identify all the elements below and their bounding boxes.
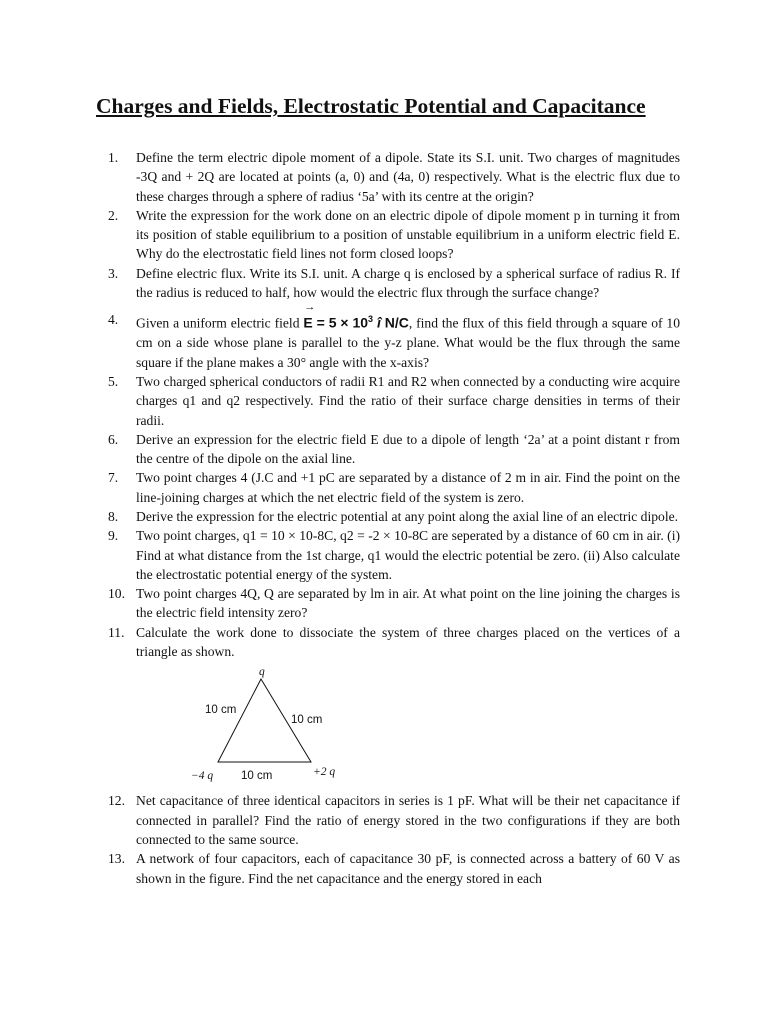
question-9 <box>108 526 680 584</box>
question-3 <box>108 264 680 303</box>
question-text: Derive the expression for the electric potential at any point along the axial line of an electric dipole. <box>136 509 679 524</box>
question-number: 9. <box>108 528 119 544</box>
question-text: A network of four capacitors, each of capacitance 30 pF, is connected across a battery of 60 V as shown in the figure. Find the net capacitance and the energy stored in each <box>136 851 680 886</box>
question-11 <box>108 623 680 662</box>
left-charge-label: −4 q <box>191 770 214 783</box>
question-4 <box>108 301 680 372</box>
left-side-label: 10 cm <box>205 704 237 717</box>
question-10 <box>108 584 680 623</box>
question-6 <box>108 430 680 469</box>
right-charge-label: +2 q <box>313 766 336 779</box>
top-charge-label: q <box>259 667 265 679</box>
question-8 <box>108 507 680 526</box>
question-text: Two point charges, q1 = 10 × 10-8C, q2 = -2 × 10-8C are seperated by a distance of 60 cm in air. (i) Find at what distance from the 1st charge, q1 would the electric potential be zero. (ii) Also calculate the electrostatic potential energy of the system. <box>136 528 680 582</box>
question-text-after: , find the flux of this field through a square of 10 cm on a side whose plane is parallel to the y-z plane. What would be the flux through the same square if the plane makes a 30° angle with the x-axis? <box>136 316 680 370</box>
question-7 <box>108 468 680 507</box>
question-text: Define electric flux. Write its S.I. unit. A charge q is enclosed by a spherical surface of radius R. If the radius is reduced to half, how would the electric flux through the surface change? <box>136 265 680 301</box>
vector-arrow-icon: → <box>304 301 316 314</box>
question-number: 5. <box>108 373 119 389</box>
question-text <box>136 301 680 372</box>
question-number: 2. <box>108 207 119 223</box>
question-text: Define the term electric dipole moment of a dipole. State its S.I. unit. Two charges of magnitudes -3Q and + 2Q are located at points (a, 0) and (4a, 0) respectively. What is the electric flux due to these charges through a sphere of radius ‘5a’ with its centre at the origin? <box>136 150 680 204</box>
question-13 <box>108 849 680 888</box>
base-side-label: 10 cm <box>241 770 273 783</box>
triangle-charges-figure <box>153 667 353 787</box>
question-number: 13. <box>108 851 125 867</box>
question-number: 4. <box>108 312 119 328</box>
question-5 <box>108 372 680 430</box>
question-list <box>108 148 680 888</box>
question-number: 1. <box>108 150 119 165</box>
question-text: Write the expression for the work done on an electric dipole of dipole moment p in turning it from its position of stable equilibrium to a position of unstable equilibrium in a uniform electric field E. Why do the electrostatic field lines not form closed loops? <box>136 207 680 262</box>
page-title: Charges and Fields, Electrostatic Potential and Capacitance <box>96 94 646 118</box>
question-number: 12. <box>108 793 125 809</box>
question-number: 10. <box>108 586 125 602</box>
question-number: 7. <box>108 470 119 486</box>
question-1 <box>108 148 680 206</box>
question-number: 8. <box>108 509 119 524</box>
question-text: Two point charges 4 (J.C and +1 pC are separated by a distance of 2 m in air. Find the point on the line-joining charges at which the net electric field of the system is zero. <box>136 470 680 505</box>
right-side-label: 10 cm <box>291 714 323 727</box>
question-text: Two charged spherical conductors of radii R1 and R2 when connected by a conducting wire acquire charges q1 and q2 respectively. Find the ratio of their surface charge densities in terms of their radii. <box>136 373 680 428</box>
question-number: 6. <box>108 431 119 447</box>
question-text: Calculate the work done to dissociate the system of three charges placed on the vertices of a triangle as shown. <box>136 624 680 660</box>
question-number: 11. <box>108 624 125 640</box>
question-2 <box>108 206 680 264</box>
question-text: Net capacitance of three identical capacitors in series is 1 pF. What will be their net capacitance if connected in parallel? Find the ratio of energy stored in the two configurations if they are both connected to the same source. <box>136 793 680 847</box>
question-number: 3. <box>108 265 119 281</box>
electric-field-formula: → $E = 5 \times 10^3$ î N/C <box>303 310 408 333</box>
question-text-before: Given a uniform electric field <box>136 316 304 332</box>
question-text: Derive an expression for the electric field E due to a dipole of length ‘2a’ at a point distant r from the centre of the dipole on the axial line. <box>136 431 680 467</box>
question-12 <box>108 791 680 849</box>
question-text: Two point charges 4Q, Q are separated by lm in air. At what point on the line joining the charges is the electric field intensity zero? <box>136 586 680 621</box>
